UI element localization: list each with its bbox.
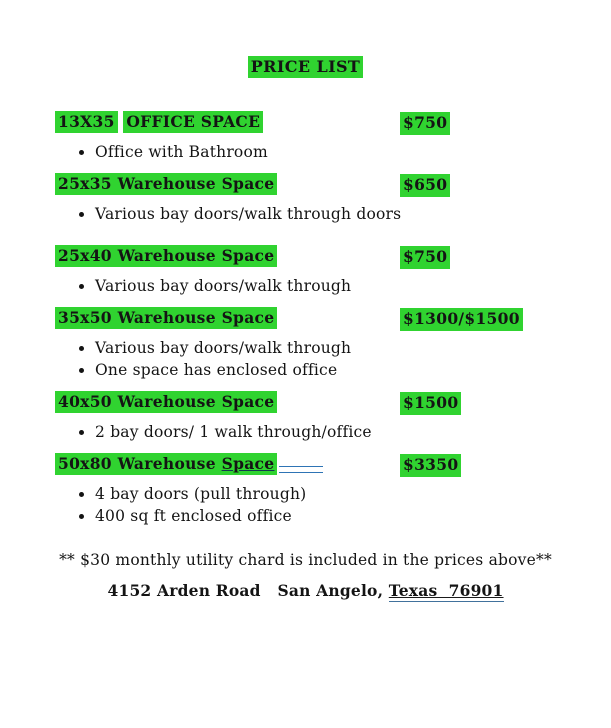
- grammar-underline: [279, 466, 323, 473]
- price-row: [55, 174, 556, 194]
- price-row: [55, 454, 556, 474]
- item-label-highlight: OFFICE SPACE: [123, 111, 263, 133]
- bullet-item: • One space has enclosed office: [95, 360, 556, 380]
- item-label: [55, 307, 277, 329]
- address-text: 4152 Arden Road San Angelo,: [107, 581, 389, 600]
- item-label-highlight: 40x50 Warehouse Space: [55, 391, 277, 413]
- item-label: [55, 454, 323, 473]
- item-label-highlight: 25x40 Warehouse Space: [55, 245, 277, 267]
- item-label-highlight: 35x50 Warehouse Space: [55, 307, 277, 329]
- item-price: $650: [400, 174, 450, 197]
- bullet-list: [55, 276, 556, 296]
- bullet-item: • 4 bay doors (pull through): [95, 484, 556, 504]
- address-line: [55, 581, 556, 600]
- title-line: [55, 57, 556, 76]
- item-price: $1300/$1500: [400, 308, 523, 331]
- utility-note: ** $30 monthly utility chard is included in the prices above**: [59, 551, 552, 569]
- price-list: [55, 112, 556, 526]
- item-label: [55, 391, 277, 413]
- item-label: [55, 245, 277, 267]
- bullet-list: [55, 422, 556, 442]
- item-label-highlight: 50x80 Warehouse Space: [55, 453, 277, 475]
- bullet-list: [55, 338, 556, 380]
- bullet-item: • Various bay doors/walk through: [95, 276, 556, 296]
- bullet-list: [55, 484, 556, 526]
- item-label-highlight: 25x35 Warehouse Space: [55, 173, 277, 195]
- bullet-item: • 400 sq ft enclosed office: [95, 506, 556, 526]
- item-price: $3350: [400, 454, 461, 477]
- item-price: $750: [400, 112, 450, 135]
- item-label-highlight: 13X35: [55, 111, 118, 133]
- bullet-list: [55, 142, 556, 162]
- item-price: $750: [400, 246, 450, 269]
- item-price: $1500: [400, 392, 461, 415]
- bullet-item: • 2 bay doors/ 1 walk through/office: [95, 422, 556, 442]
- bullet-list: [55, 204, 556, 224]
- page-title: PRICE LIST: [248, 56, 364, 78]
- bullet-item: • Office with Bathroom: [95, 142, 556, 162]
- price-row: [55, 112, 556, 132]
- address-underlined-text: Texas 76901: [388, 581, 504, 600]
- price-row: [55, 392, 556, 412]
- underlined-word: Space: [221, 454, 275, 473]
- item-label: [55, 173, 277, 195]
- price-row: [55, 246, 556, 266]
- item-label: [55, 111, 263, 133]
- price-row: [55, 308, 556, 328]
- bullet-item: • Various bay doors/walk through doors: [95, 204, 556, 224]
- bullet-item: • Various bay doors/walk through: [95, 338, 556, 358]
